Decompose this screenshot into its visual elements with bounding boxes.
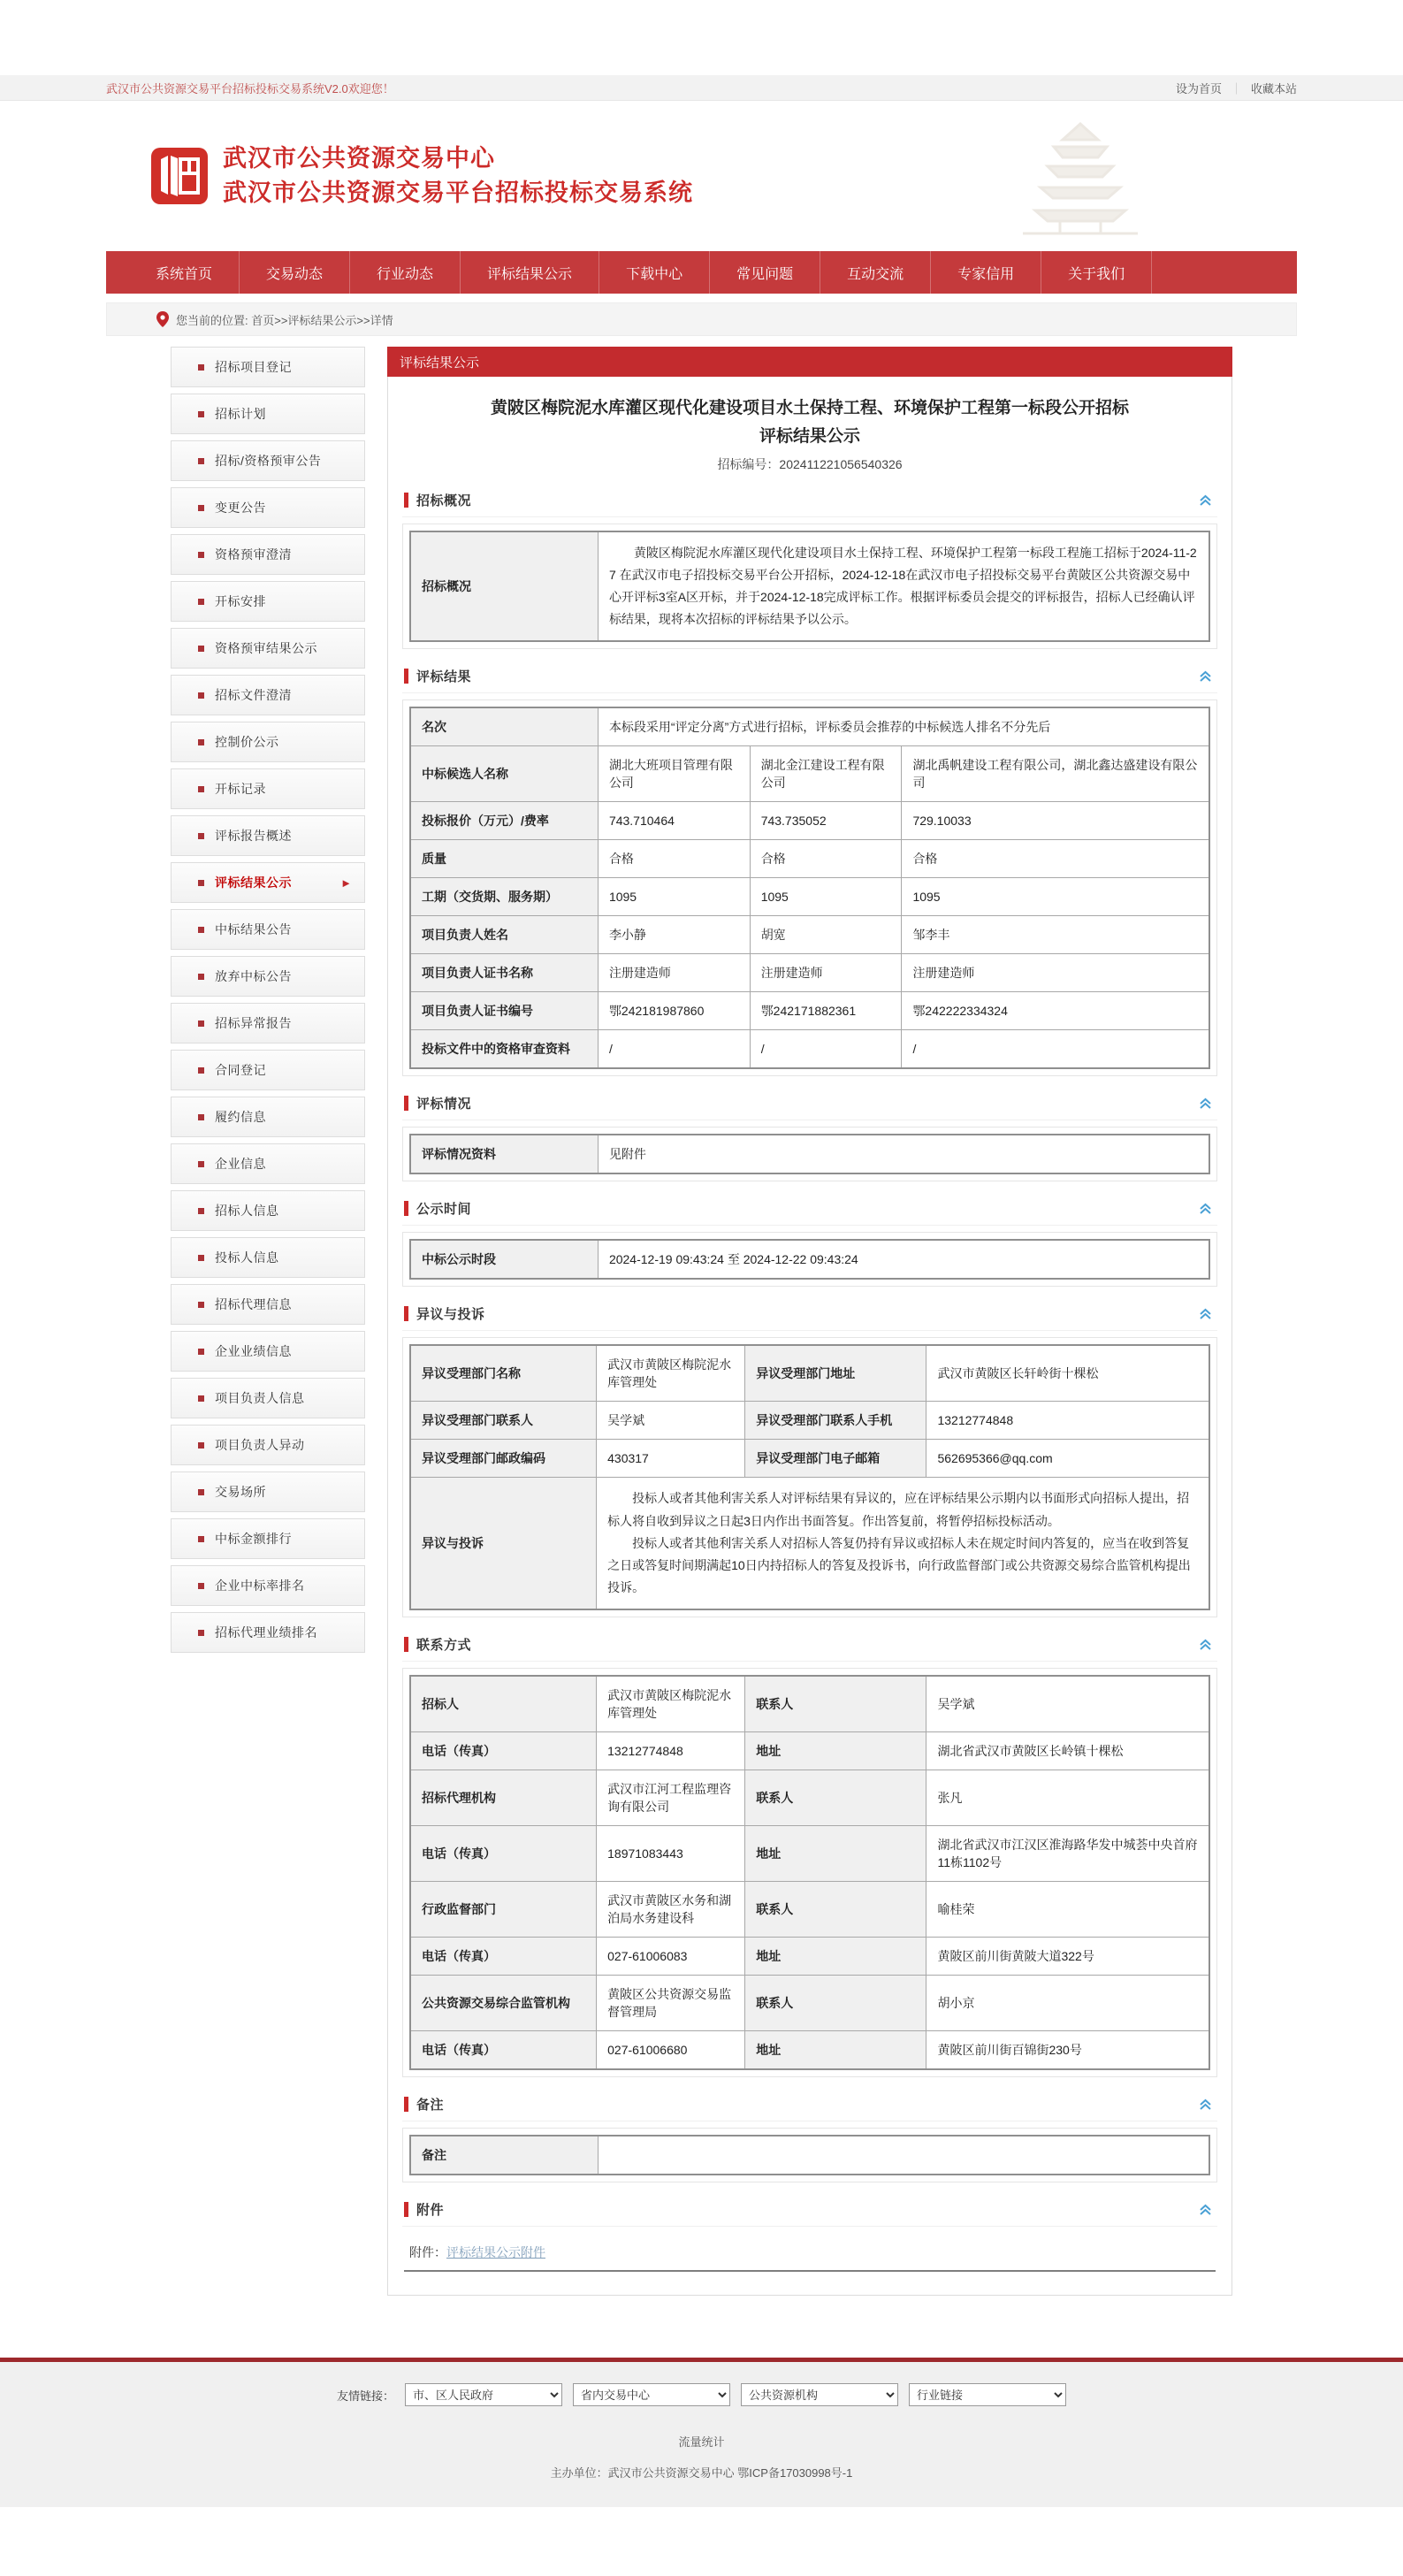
collapse-icon[interactable] [1199, 2203, 1216, 2216]
row-label: 地址 [745, 2031, 926, 2070]
collapse-icon[interactable] [1199, 669, 1216, 683]
row-label: 电话（传真） [410, 1938, 597, 1976]
sidebar-item-label: 招标人信息 [215, 1204, 279, 1218]
nav-item[interactable]: 交易动态 [240, 251, 350, 294]
bullet-icon [198, 1349, 204, 1355]
section-title: 异议与投诉 [416, 1307, 485, 1323]
row-value: 黄陂区前川街黄陂大道322号 [926, 1938, 1209, 1976]
row-value: 黄陂区公共资源交易监督管理局 [597, 1976, 745, 2031]
collapse-icon[interactable] [1199, 1638, 1216, 1651]
content-area [387, 347, 1232, 2296]
table-row [410, 916, 1209, 954]
bullet-icon [198, 880, 204, 886]
row-value: 张凡 [926, 1770, 1209, 1826]
bullet-icon [198, 505, 204, 511]
section-title: 评标情况 [416, 1097, 472, 1112]
bullet-icon [198, 1536, 204, 1542]
candidate-3-value: 合格 [902, 840, 1209, 878]
sidebar-item-label: 招标文件澄清 [215, 688, 292, 702]
sidebar-item[interactable] [171, 394, 365, 434]
candidate-1-value: 合格 [598, 840, 750, 878]
table-row [410, 1030, 1209, 1069]
friend-link-select[interactable] [741, 2383, 898, 2406]
row-value: 13212774848 [597, 1732, 745, 1770]
row-label: 地址 [745, 1826, 926, 1882]
sidebar-item[interactable] [171, 1471, 365, 1512]
collapse-icon[interactable] [1199, 2098, 1216, 2111]
sidebar-item[interactable] [171, 1331, 365, 1372]
friend-links [106, 2383, 1297, 2406]
publicity-period-value: 2024-12-19 09:43:24 至 2024-12-22 09:43:24 [598, 1240, 1209, 1279]
sidebar-item-label: 招标代理信息 [215, 1297, 292, 1311]
nav-item[interactable]: 专家信用 [931, 251, 1041, 294]
sidebar-item-label: 评标报告概述 [215, 829, 292, 843]
document-title-line1: 黄陂区梅院泥水库灌区现代化建设项目水土保持工程、环境保护工程第一标段公开招标 [490, 399, 1129, 417]
sidebar-item-label: 招标代理业绩排名 [215, 1625, 317, 1640]
sidebar-item-label: 履约信息 [215, 1110, 266, 1124]
nav-item[interactable]: 系统首页 [129, 251, 240, 294]
table-row [410, 1976, 1209, 2031]
section-evaluation [402, 1089, 1217, 1181]
candidate-3-value: 鄂242222334324 [902, 992, 1209, 1030]
table-row [410, 1882, 1209, 1938]
candidate-2-value: / [750, 1030, 902, 1069]
row-label: 项目负责人证书名称 [410, 954, 598, 992]
bullet-icon [198, 1583, 204, 1589]
bullet-icon [198, 786, 204, 792]
section-result [402, 661, 1217, 1076]
sidebar-item[interactable] [171, 1378, 365, 1418]
attachment-prefix: 附件： [409, 2245, 446, 2260]
candidate-1-value: 1095 [598, 878, 750, 916]
remark-value [598, 2136, 1209, 2175]
row-value: 吴学斌 [926, 1676, 1209, 1732]
welcome-text: 武汉市公共资源交易平台招标投标交易系统V2.0欢迎您！ [106, 81, 394, 96]
row-label: 工期（交货期、服务期） [410, 878, 598, 916]
nav-item[interactable]: 行业动态 [350, 251, 461, 294]
row-label: 招标人 [410, 1676, 597, 1732]
row-label: 行政监督部门 [410, 1882, 597, 1938]
sidebar-item-label: 资格预审结果公示 [215, 641, 317, 655]
row-value: 武汉市黄陂区水务和湖泊局水务建设科 [597, 1882, 745, 1938]
row-value: 湖北省武汉市黄陂区长岭镇十棵松 [926, 1732, 1209, 1770]
sidebar-item-label: 开标记录 [215, 782, 266, 796]
sidebar-item-label: 企业中标率排名 [215, 1578, 305, 1593]
bullet-icon [198, 458, 204, 464]
brand-line1: 武汉市公共资源交易中心 [223, 144, 495, 172]
row-label: 项目负责人证书编号 [410, 992, 598, 1030]
candidate-2-value: 合格 [750, 840, 902, 878]
row-label: 中标候选人名称 [410, 746, 598, 802]
section-overview [402, 485, 1217, 650]
table-row [410, 1345, 1209, 1402]
section-title: 备注 [416, 2098, 445, 2114]
row-value: 黄陂区前川街百锦街230号 [926, 2031, 1209, 2070]
section-marker [404, 669, 408, 684]
row-label: 异议受理部门联系人手机 [745, 1402, 926, 1440]
sidebar-item[interactable] [171, 487, 365, 528]
candidate-1-value: 鄂242181987860 [598, 992, 750, 1030]
sidebar-item-label: 交易场所 [215, 1485, 266, 1499]
traffic-stats-link[interactable]: 流量统计 [678, 2435, 725, 2450]
sidebar-item-label: 开标安排 [215, 594, 266, 608]
attachment-link[interactable]: 评标结果公示附件 [446, 2245, 545, 2260]
row-label: 电话（传真） [410, 1732, 597, 1770]
bullet-icon [198, 599, 204, 605]
candidate-3-value: / [902, 1030, 1209, 1069]
friend-links-label: 友情链接： [336, 2389, 394, 2403]
candidate-1-value: 注册建造师 [598, 954, 750, 992]
sidebar-item-label: 中标结果公告 [215, 922, 292, 936]
sidebar-item[interactable] [171, 675, 365, 715]
top-bar [0, 75, 1403, 101]
row-value: 13212774848 [926, 1402, 1209, 1440]
row-label: 招标代理机构 [410, 1770, 597, 1826]
sidebar-menu [171, 347, 365, 1659]
location-pin-icon [156, 311, 169, 327]
rank-value: 本标段采用“评定分离”方式进行招标，评标委员会推荐的中标候选人排名不分先后 [598, 707, 1209, 746]
table-row [410, 992, 1209, 1030]
row-label: 备注 [410, 2136, 598, 2175]
candidate-3-value: 湖北禹帆建设工程有限公司，湖北鑫达盛建设有限公司 [902, 746, 1209, 802]
sidebar-item[interactable] [171, 628, 365, 669]
section-title: 招标概况 [416, 493, 472, 508]
overview-text: 黄陂区梅院泥水库灌区现代化建设项目水土保持工程、环境保护工程第一标段工程施工招标于2024-11-27 在武汉市电子招投标交易平台公开招标，2024-12-18在武汉市电子招投标交易平台黄陂区公共资源交易中心开评标3室A区开标，并于2024-12-18完成评标工作。根据评标委员会提交的评标报告，招标人已经确认评标结果，现将本次招标的评标结果予以公示。 [598, 531, 1209, 642]
table-row [410, 2031, 1209, 2070]
row-label: 项目负责人姓名 [410, 916, 598, 954]
sidebar-item-label: 企业信息 [215, 1157, 266, 1171]
row-label: 地址 [745, 1732, 926, 1770]
row-value: 18971083443 [597, 1826, 745, 1882]
contact-rows [410, 1676, 1209, 2069]
bullet-icon [198, 927, 204, 933]
nav-item[interactable]: 关于我们 [1041, 251, 1152, 294]
sidebar-item[interactable] [171, 534, 365, 575]
panel-title: 评标结果公示 [387, 347, 1232, 377]
sidebar-item-label: 变更公告 [215, 501, 266, 515]
row-value: 武汉市黄陂区梅院泥水库管理处 [597, 1345, 745, 1402]
objection-note [597, 1478, 1209, 1609]
section-marker [404, 493, 408, 508]
row-value: 喻桂荣 [926, 1882, 1209, 1938]
sidebar-item-label: 评标结果公示 [215, 875, 292, 890]
collapse-icon[interactable] [1199, 1307, 1216, 1320]
sidebar-item[interactable] [171, 815, 365, 856]
bullet-icon [198, 1255, 204, 1261]
row-value: 027-61006083 [597, 1938, 745, 1976]
row-label: 异议与投诉 [410, 1478, 597, 1609]
row-value: 武汉市黄陂区梅院泥水库管理处 [597, 1676, 745, 1732]
section-title: 评标结果 [416, 669, 472, 685]
row-label: 电话（传真） [410, 1826, 597, 1882]
section-marker [404, 1201, 408, 1216]
site-footer [0, 2362, 1403, 2507]
objection-paragraph-2: 投标人或者其他利害关系人对招标人答复仍持有异议或招标人未在规定时间内答复的，应当在收到答复之日或答复时间期满起10日内持招标人的答复及投诉书，向行政监督部门或公共资源交易综合监管机构提出投诉。 [607, 1535, 1191, 1595]
table-row [410, 1440, 1209, 1478]
candidate-3-value: 注册建造师 [902, 954, 1209, 992]
site-header [106, 101, 1297, 251]
row-value: 562695366@qq.com [926, 1440, 1209, 1478]
section-title: 联系方式 [416, 1638, 472, 1654]
collapse-icon[interactable] [1199, 493, 1216, 507]
friend-links-selects [405, 2383, 1066, 2406]
row-label: 招标概况 [410, 531, 598, 642]
set-home-link[interactable]: 设为首页 [1175, 81, 1222, 96]
sidebar-item-label: 合同登记 [215, 1063, 266, 1077]
row-label: 异议受理部门联系人 [410, 1402, 597, 1440]
candidate-3-value: 邹李丰 [902, 916, 1209, 954]
section-objection [402, 1299, 1217, 1617]
row-label: 联系人 [745, 1976, 926, 2031]
nav-item[interactable]: 互动交流 [820, 251, 931, 294]
objection-paragraph-1: 投标人或者其他利害关系人对评标结果有异议的，应在评标结果公示期内以书面形式向招标人提出，招标人将自收到异议之日起3日内作出书面答复。作出答复前，将暂停招标投标活动。 [607, 1491, 1190, 1528]
bullet-icon [198, 974, 204, 980]
candidate-3-value: 729.10033 [902, 802, 1209, 840]
sidebar-item-label: 项目负责人异动 [215, 1438, 305, 1452]
nav-item[interactable]: 评标结果公示 [461, 251, 599, 294]
table-row [410, 954, 1209, 992]
candidate-1-value: 湖北大班项目管理有限公司 [598, 746, 750, 802]
main-nav [106, 251, 1297, 294]
active-arrow-icon: ► [340, 875, 352, 890]
candidate-2-value: 743.735052 [750, 802, 902, 840]
bullet-icon [198, 1067, 204, 1074]
section-marker [404, 1637, 408, 1652]
sidebar-item[interactable] [171, 1284, 365, 1325]
candidate-2-value: 鄂242171882361 [750, 992, 902, 1030]
sidebar-item-label: 放弃中标公告 [215, 969, 292, 983]
bottom-spacer [0, 2507, 1403, 2576]
favorite-link[interactable]: 收藏本站 [1250, 81, 1297, 96]
row-value: 吴学斌 [597, 1402, 745, 1440]
bullet-icon [198, 552, 204, 558]
sidebar-item[interactable] [171, 581, 365, 622]
collapse-icon[interactable] [1199, 1202, 1216, 1215]
table-row [410, 746, 1209, 802]
evaluation-value: 见附件 [598, 1135, 1209, 1173]
site-logo-icon [150, 147, 209, 205]
bullet-icon [198, 1020, 204, 1027]
sidebar-item[interactable] [171, 1050, 365, 1090]
row-label: 电话（传真） [410, 2031, 597, 2070]
row-value: 430317 [597, 1440, 745, 1478]
row-value: 武汉市黄陂区长轩岭街十棵松 [926, 1345, 1209, 1402]
bullet-icon [198, 833, 204, 839]
row-value: 胡小京 [926, 1976, 1209, 2031]
breadcrumb-bar [106, 302, 1297, 336]
section-remark [402, 2090, 1217, 2182]
sidebar-item[interactable] [171, 1190, 365, 1231]
bid-number: 招标编号：202411221056540326 [717, 456, 903, 471]
collapse-icon[interactable] [1199, 1097, 1216, 1110]
bullet-icon [198, 1630, 204, 1636]
table-row [410, 1826, 1209, 1882]
sidebar-item[interactable] [171, 440, 365, 481]
bullet-icon [198, 364, 204, 371]
section-marker [404, 1096, 408, 1111]
sidebar-item[interactable] [171, 909, 365, 950]
bullet-icon [198, 646, 204, 652]
sidebar-item[interactable] [171, 956, 365, 997]
sidebar-item[interactable] [171, 1612, 365, 1653]
bullet-icon [198, 1302, 204, 1308]
sidebar-item-label: 控制价公示 [215, 735, 279, 749]
section-marker [404, 1306, 408, 1321]
row-label: 中标公示时段 [410, 1240, 598, 1279]
section-marker [404, 2202, 408, 2217]
row-label: 联系人 [745, 1676, 926, 1732]
table-row [410, 1938, 1209, 1976]
candidate-2-value: 胡宽 [750, 916, 902, 954]
sidebar-item[interactable] [171, 1425, 365, 1465]
row-label: 评标情况资料 [410, 1135, 598, 1173]
sidebar-item[interactable] [171, 768, 365, 809]
row-label: 地址 [745, 1938, 926, 1976]
row-label: 联系人 [745, 1882, 926, 1938]
row-label: 异议受理部门电子邮箱 [745, 1440, 926, 1478]
bullet-icon [198, 411, 204, 417]
section-title: 公示时间 [416, 1202, 472, 1218]
sidebar-item-label: 招标计划 [215, 407, 266, 421]
toplink-divider: ｜ [1230, 81, 1242, 96]
row-value: 027-61006680 [597, 2031, 745, 2070]
sidebar-item[interactable] [171, 1003, 365, 1043]
sidebar-item[interactable] [171, 1143, 365, 1184]
sidebar-item-label: 招标/资格预审公告 [215, 454, 322, 468]
sidebar-item-label: 中标金额排行 [215, 1532, 292, 1546]
row-value: 湖北省武汉市江汉区淮海路华发中城荟中央首府11栋1102号 [926, 1826, 1209, 1882]
section-contact [402, 1630, 1217, 2077]
candidate-2-value: 湖北金江建设工程有限公司 [750, 746, 902, 802]
row-label: 名次 [410, 707, 598, 746]
sidebar-item-label: 投标人信息 [215, 1250, 279, 1265]
row-value: 武汉市江河工程监理咨询有限公司 [597, 1770, 745, 1826]
table-row [410, 878, 1209, 916]
row-label: 异议受理部门邮政编码 [410, 1440, 597, 1478]
table-row [410, 1732, 1209, 1770]
candidate-2-value: 1095 [750, 878, 902, 916]
candidate-3-value: 1095 [902, 878, 1209, 916]
breadcrumb: 您当前的位置: 首页>>评标结果公示>>详情 [176, 313, 393, 327]
friend-link-select[interactable] [909, 2383, 1066, 2406]
candidate-2-value: 注册建造师 [750, 954, 902, 992]
table-row [410, 1402, 1209, 1440]
row-label: 投标文件中的资格审查资料 [410, 1030, 598, 1069]
table-row [410, 802, 1209, 840]
sidebar-item[interactable] [171, 1237, 365, 1278]
bullet-icon [198, 1442, 204, 1449]
sidebar-item-label: 资格预审澄清 [215, 547, 292, 562]
candidate-1-value: 743.710464 [598, 802, 750, 840]
bullet-icon [198, 1114, 204, 1120]
sidebar-item[interactable] [171, 347, 365, 387]
section-attachment [402, 2195, 1217, 2272]
document-title-line2: 评标结果公示 [759, 427, 860, 447]
nav-item[interactable]: 常见问题 [710, 251, 820, 294]
friend-link-select[interactable] [573, 2383, 730, 2406]
sidebar-item-label: 项目负责人信息 [215, 1391, 305, 1405]
row-label: 联系人 [745, 1770, 926, 1826]
sidebar-item[interactable] [171, 1565, 365, 1606]
result-rows [410, 746, 1209, 1069]
host-info: 主办单位：武汉市公共资源交易中心 鄂ICP备17030998号-1 [550, 2466, 853, 2480]
sidebar-item-label: 企业业绩信息 [215, 1344, 292, 1358]
sidebar-item-label: 招标项目登记 [215, 360, 292, 374]
bullet-icon [198, 739, 204, 745]
candidate-1-value: 李小静 [598, 916, 750, 954]
row-label: 公共资源交易综合监管机构 [410, 1976, 597, 2031]
sidebar-item[interactable] [171, 1518, 365, 1559]
section-marker [404, 2097, 408, 2112]
section-title: 附件 [416, 2203, 445, 2219]
bullet-icon [198, 1489, 204, 1495]
row-label: 异议受理部门名称 [410, 1345, 597, 1402]
row-label: 质量 [410, 840, 598, 878]
nav-item[interactable]: 下载中心 [599, 251, 710, 294]
sidebar-item[interactable] [171, 722, 365, 762]
brand-line2: 武汉市公共资源交易平台招标投标交易系统 [223, 180, 693, 206]
row-label: 投标报价（万元）/费率 [410, 802, 598, 840]
objection-rows [410, 1345, 1209, 1478]
row-label: 异议受理部门地址 [745, 1345, 926, 1402]
sidebar-item[interactable] [171, 862, 365, 903]
bullet-icon [198, 1161, 204, 1167]
friend-link-select[interactable] [405, 2383, 562, 2406]
sidebar-item-label: 招标异常报告 [215, 1016, 292, 1030]
bullet-icon [198, 1208, 204, 1214]
bullet-icon [198, 692, 204, 699]
section-publicity-time [402, 1194, 1217, 1287]
table-row [410, 1770, 1209, 1826]
table-row [410, 1676, 1209, 1732]
candidate-1-value: / [598, 1030, 750, 1069]
table-row [410, 840, 1209, 878]
bullet-icon [198, 1395, 204, 1402]
sidebar-item[interactable] [171, 1097, 365, 1137]
